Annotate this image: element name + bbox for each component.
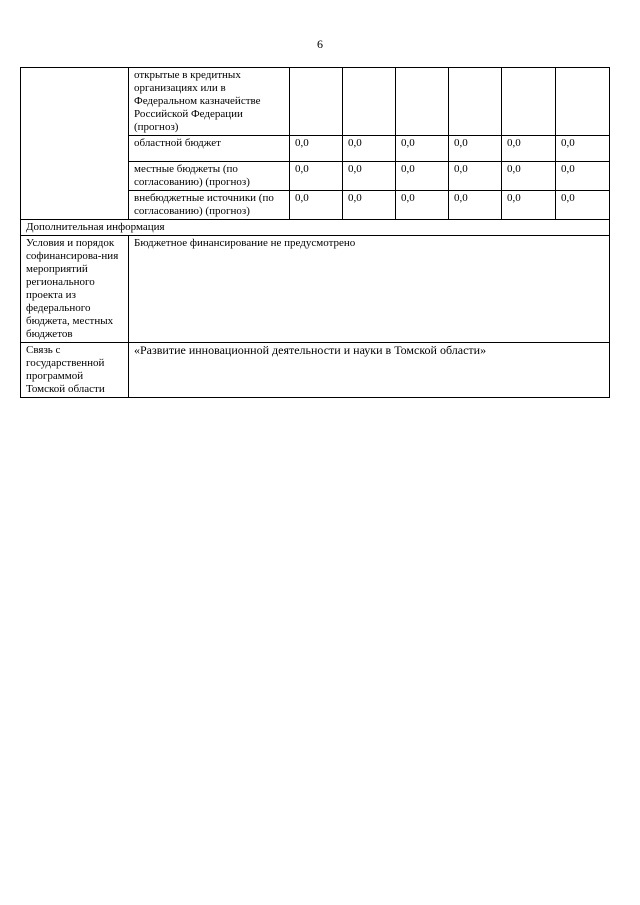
value-cell: 0,0 [290, 191, 343, 220]
value-cell: 0,0 [290, 136, 343, 162]
value-cell: 0,0 [449, 136, 502, 162]
additional-info-heading: Дополнительная информация [21, 220, 610, 236]
value-cell: 0,0 [343, 162, 396, 191]
cofinancing-value: Бюджетное финансирование не предусмотрено [129, 236, 610, 343]
funding-source-label: местные бюджеты (по согласованию) (прогноз) [129, 162, 290, 191]
value-cell [502, 68, 556, 136]
table-row [21, 220, 610, 236]
value-cell: 0,0 [396, 191, 449, 220]
state-program-label: Связь с государственной программой Томской области [21, 343, 129, 398]
value-cell: 0,0 [502, 191, 556, 220]
cofinancing-label: Условия и порядок софинансирова-ния мероприятий регионального проекта из федерального бюджета, местных бюджетов [21, 236, 129, 343]
value-cell: 0,0 [556, 162, 610, 191]
value-cell: 0,0 [449, 191, 502, 220]
value-cell: 0,0 [290, 162, 343, 191]
value-cell [343, 68, 396, 136]
table-row [21, 343, 610, 398]
value-cell: 0,0 [556, 191, 610, 220]
funding-source-label: областной бюджет [129, 136, 290, 162]
value-cell: 0,0 [343, 191, 396, 220]
table-row [21, 68, 610, 136]
empty-label-cell [21, 68, 129, 220]
value-cell [556, 68, 610, 136]
value-cell: 0,0 [449, 162, 502, 191]
funding-source-label: внебюджетные источники (по согласованию) (прогноз) [129, 191, 290, 220]
budget-table [20, 67, 610, 398]
funding-source-label: открытые в кредитных организациях или в Федеральном казначействе Российской Федерации (прогноз) [129, 68, 290, 136]
value-cell: 0,0 [396, 136, 449, 162]
value-cell [396, 68, 449, 136]
table-row [21, 236, 610, 343]
value-cell: 0,0 [396, 162, 449, 191]
state-program-value: «Развитие инновационной деятельности и науки в Томской области» [129, 343, 610, 398]
value-cell [290, 68, 343, 136]
value-cell: 0,0 [556, 136, 610, 162]
value-cell: 0,0 [343, 136, 396, 162]
value-cell: 0,0 [502, 136, 556, 162]
page-number: 6 [317, 37, 323, 51]
value-cell [449, 68, 502, 136]
value-cell: 0,0 [502, 162, 556, 191]
